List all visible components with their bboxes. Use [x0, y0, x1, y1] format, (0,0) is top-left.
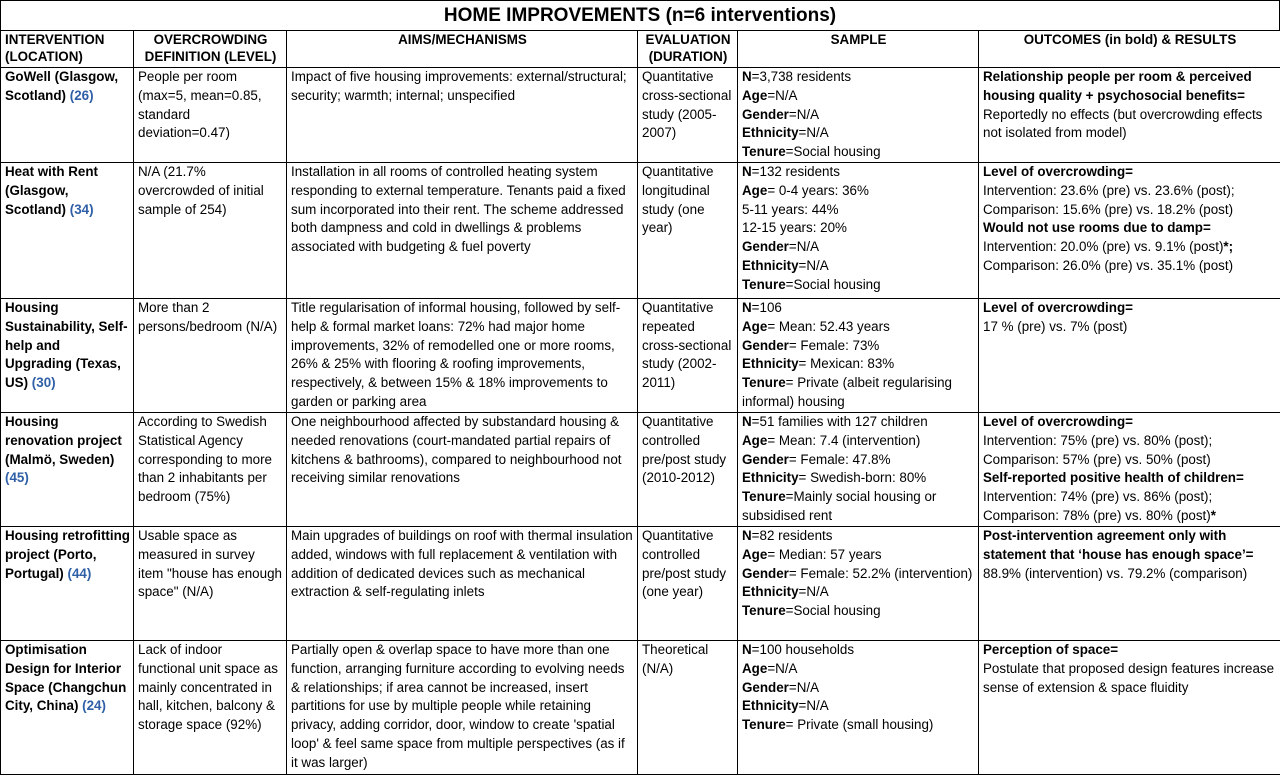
intervention-name: GoWell (Glasgow, Scotland): [5, 69, 118, 103]
evaluation-cell: [638, 162, 738, 298]
sample-line: [742, 527, 975, 546]
aims-text: Partially open & overlap space to have more than one function, arranging furniture according to evolving needs & relationships; if area cannot be increased, insert partitions for use by multiple people while retaining privacy, adding corridor, door, window to create 'spatial loop' & feel same space from multiple perspectives (as if it was larger): [291, 641, 634, 773]
outcome-result: Comparison: 15.6% (pre) vs. 18.2% (post): [983, 202, 1233, 217]
sample-value: = Private (albeit regularising informal) housing: [742, 375, 952, 409]
sample-key: N: [742, 164, 752, 179]
sample-line: [742, 163, 975, 182]
evaluation-text: Quantitative repeated cross-sectional study (2002-2011): [642, 299, 734, 393]
outcome-result: Intervention: 75% (pre) vs. 80% (post);: [983, 433, 1212, 448]
outcomes-cell: [979, 68, 1280, 163]
definition-cell: [134, 526, 287, 640]
outcome-result: Comparison: 78% (pre) vs. 80% (post): [983, 508, 1211, 523]
sample-value: = Female: 73%: [789, 338, 879, 353]
sample-value: =Social housing: [786, 144, 881, 159]
sample-value: = Median: 57 years: [767, 547, 881, 562]
intervention-cell: [1, 68, 134, 163]
definition-text: More than 2 persons/bedroom (N/A): [138, 299, 283, 337]
sample-key: Gender: [742, 566, 789, 581]
aims-text: Main upgrades of buildings on roof with thermal insulation added, windows with full replacement & ventilation with addition of dedicated devices such as mechanical extraction & self-regulating inlets: [291, 527, 634, 602]
sample-line: [742, 583, 975, 602]
sample-key: N: [742, 528, 752, 543]
sample-line: [742, 413, 975, 432]
sample-value: =Social housing: [786, 277, 881, 292]
outcome-line: [983, 201, 1277, 220]
evaluation-text: Quantitative longitudinal study (one year): [642, 163, 734, 238]
sample-line: [742, 432, 975, 451]
table-row: [1, 68, 1280, 163]
sample-value: 5-11 years: 44%: [742, 202, 839, 217]
outcome-line: [983, 413, 1277, 432]
reference-link[interactable]: (24): [82, 698, 106, 713]
reference-link[interactable]: (34): [70, 202, 94, 217]
sample-key: Age: [742, 88, 767, 103]
sample-cell: [738, 298, 979, 412]
outcome-result: Intervention: 74% (pre) vs. 86% (post);: [983, 489, 1212, 504]
sample-value: = Private (small housing): [786, 717, 934, 732]
sample-key: Ethnicity: [742, 470, 799, 485]
definition-text: Lack of indoor functional unit space as mainly concentrated in hall, kitchen, balcony & storage space (92%): [138, 641, 283, 735]
sample-value: = Swedish-born: 80%: [799, 470, 927, 485]
aims-text: Title regularisation of informal housing, followed by self-help & formal market loans: 72% had major home improvements, 32% of remodelled one or more rooms, 26% & 25% with flooring & roofing improvements, respectively, & between 15% & 18% improvements to garden or parking area: [291, 299, 634, 412]
sample-value: =N/A: [767, 661, 797, 676]
sample-line: [742, 68, 975, 87]
intervention-cell: [1, 526, 134, 640]
sample-line: [742, 355, 975, 374]
sample-key: Age: [742, 661, 767, 676]
table-row: [1, 412, 1280, 526]
sample-cell: [738, 526, 979, 640]
table-row: [1, 298, 1280, 412]
sample-line: [742, 697, 975, 716]
reference-link[interactable]: (44): [68, 566, 92, 581]
evaluation-text: Quantitative controlled pre/post study (2010-2012): [642, 413, 734, 488]
definition-text: N/A (21.7% overcrowded of initial sample of 254): [138, 163, 283, 219]
outcome-result: 88.9% (intervention) vs. 79.2% (comparison): [983, 566, 1247, 581]
sample-key: Gender: [742, 239, 789, 254]
reference-link[interactable]: (30): [32, 375, 56, 390]
outcome-line: [983, 219, 1277, 238]
sample-line: [742, 219, 975, 238]
sample-line: [742, 451, 975, 470]
definition-text: Usable space as measured in survey item "house has enough space" (N/A): [138, 527, 283, 602]
outcomes-cell: [979, 412, 1280, 526]
outcome-heading: Perception of space=: [983, 642, 1118, 657]
table-row: [1, 162, 1280, 298]
aims-cell: [287, 298, 638, 412]
sample-cell: [738, 68, 979, 163]
header-aims: AIMS/MECHANISMS: [287, 31, 638, 68]
sample-line: [742, 182, 975, 201]
sample-line: [742, 641, 975, 660]
sample-key: Tenure: [742, 489, 786, 504]
outcome-result: Intervention: 23.6% (pre) vs. 23.6% (post);: [983, 183, 1235, 198]
outcome-result: Postulate that proposed design features increase sense of extension & space fluidity: [983, 661, 1274, 695]
evaluation-cell: [638, 298, 738, 412]
sample-key: N: [742, 642, 752, 657]
outcome-heading: Level of overcrowding=: [983, 300, 1133, 315]
intervention-cell: [1, 162, 134, 298]
definition-text: People per room (max=5, mean=0.85, standard deviation=0.47): [138, 68, 283, 143]
interventions-table: [0, 30, 1280, 775]
sample-key: Ethnicity: [742, 698, 799, 713]
outcome-result: Comparison: 26.0% (pre) vs. 35.1% (post): [983, 258, 1233, 273]
outcome-heading: Self-reported positive health of children=: [983, 470, 1244, 485]
sample-line: [742, 488, 975, 526]
sample-value: 12-15 years: 20%: [742, 220, 847, 235]
sample-line: [742, 143, 975, 162]
sample-line: [742, 124, 975, 143]
sample-key: Ethnicity: [742, 258, 799, 273]
sample-value: =Mainly social housing or subsidised rent: [742, 489, 936, 523]
outcome-heading: Post-intervention agreement only with statement that ‘house has enough space’=: [983, 528, 1253, 562]
intervention-name: Heat with Rent (Glasgow, Scotland): [5, 164, 98, 217]
outcome-line: [983, 318, 1277, 337]
sample-key: N: [742, 300, 752, 315]
outcome-line: [983, 163, 1277, 182]
sample-line: [742, 276, 975, 295]
table-row: [1, 526, 1280, 640]
evaluation-cell: [638, 412, 738, 526]
sample-key: Tenure: [742, 375, 786, 390]
sample-value: = Mean: 52.43 years: [767, 319, 889, 334]
sample-key: Tenure: [742, 717, 786, 732]
header-sample: SAMPLE: [738, 31, 979, 68]
sample-key: Age: [742, 319, 767, 334]
sample-key: Gender: [742, 452, 789, 467]
sample-key: Ethnicity: [742, 584, 799, 599]
outcome-line: [983, 257, 1277, 276]
outcome-line: [983, 527, 1277, 565]
evaluation-cell: [638, 640, 738, 774]
sample-value: = Mexican: 83%: [799, 356, 895, 371]
outcome-heading: Level of overcrowding=: [983, 164, 1133, 179]
outcomes-cell: [979, 640, 1280, 774]
sample-cell: [738, 162, 979, 298]
outcome-result: Intervention: 20.0% (pre) vs. 9.1% (post): [983, 239, 1223, 254]
outcome-line: [983, 238, 1277, 257]
aims-cell: [287, 526, 638, 640]
sample-line: [742, 337, 975, 356]
sample-value: = 0-4 years: 36%: [767, 183, 869, 198]
outcome-heading: Would not use rooms due to damp=: [983, 220, 1211, 235]
evaluation-cell: [638, 526, 738, 640]
table-row: [1, 640, 1280, 774]
sample-line: [742, 716, 975, 735]
outcome-line: [983, 507, 1277, 526]
intervention-cell: [1, 298, 134, 412]
aims-text: Impact of five housing improvements: external/structural; security; warmth; internal; unspecified: [291, 68, 634, 106]
sample-value: = Female: 47.8%: [789, 452, 891, 467]
intervention-name: Housing Sustainability, Self-help and Upgrading (Texas, US): [5, 300, 128, 390]
outcome-result: Reportedly no effects (but overcrowding effects not isolated from model): [983, 107, 1262, 141]
definition-text: According to Swedish Statistical Agency corresponding to more than 2 inhabitants per bedroom (75%): [138, 413, 283, 507]
sample-value: =100 households: [752, 642, 854, 657]
sample-value: =82 residents: [752, 528, 833, 543]
definition-cell: [134, 68, 287, 163]
intervention-cell: [1, 412, 134, 526]
sample-line: [742, 602, 975, 621]
sample-value: = Mean: 7.4 (intervention): [767, 433, 920, 448]
sample-value: =N/A: [799, 698, 829, 713]
outcome-line: [983, 488, 1277, 507]
outcome-heading: Relationship people per room & perceived housing quality + psychosocial benefits=: [983, 69, 1252, 103]
outcome-result: 17 % (pre) vs. 7% (post): [983, 319, 1127, 334]
header-definition: OVERCROWDING DEFINITION (LEVEL): [134, 31, 287, 68]
sample-value: =N/A: [799, 125, 829, 140]
sample-value: =132 residents: [752, 164, 840, 179]
sample-key: Age: [742, 183, 767, 198]
aims-text: Installation in all rooms of controlled heating system responding to external temperature. Tenants paid a fixed sum incorporated into their rent. The scheme addressed both dampness and cold in dwellings & problems associated with budgeting & fuel poverty: [291, 163, 634, 257]
sample-line: [742, 106, 975, 125]
intervention-cell: [1, 640, 134, 774]
sample-value: = Female: 52.2% (intervention): [789, 566, 972, 581]
outcome-line: [983, 432, 1277, 451]
sample-cell: [738, 412, 979, 526]
sample-line: [742, 374, 975, 412]
sample-value: =Social housing: [786, 603, 881, 618]
aims-cell: [287, 68, 638, 163]
sample-value: =N/A: [789, 680, 819, 695]
significance-mark: *;: [1223, 239, 1233, 254]
header-intervention: INTERVENTION (LOCATION): [1, 31, 134, 68]
sample-value: =N/A: [789, 107, 819, 122]
sample-line: [742, 546, 975, 565]
definition-cell: [134, 412, 287, 526]
outcome-result: Comparison: 57% (pre) vs. 50% (post): [983, 452, 1211, 467]
sample-line: [742, 87, 975, 106]
header-evaluation: EVALUATION (DURATION): [638, 31, 738, 68]
outcome-line: [983, 641, 1277, 660]
sample-line: [742, 469, 975, 488]
outcome-line: [983, 106, 1277, 144]
sample-line: [742, 201, 975, 220]
evaluation-cell: [638, 68, 738, 163]
sample-line: [742, 257, 975, 276]
table-title: HOME IMPROVEMENTS (n=6 interventions): [0, 0, 1280, 30]
reference-link[interactable]: (26): [70, 88, 94, 103]
intervention-name: Housing renovation project (Malmö, Sweden): [5, 414, 122, 467]
outcome-line: [983, 469, 1277, 488]
outcomes-cell: [979, 526, 1280, 640]
definition-cell: [134, 162, 287, 298]
evaluation-text: Theoretical (N/A): [642, 641, 734, 679]
sample-line: [742, 565, 975, 584]
header-outcomes: OUTCOMES (in bold) & RESULTS: [979, 31, 1280, 68]
outcome-line: [983, 565, 1277, 584]
outcome-line: [983, 451, 1277, 470]
outcomes-cell: [979, 298, 1280, 412]
sample-key: N: [742, 414, 752, 429]
intervention-name: Housing retrofitting project (Porto, Portugal): [5, 528, 130, 581]
sample-key: Ethnicity: [742, 125, 799, 140]
sample-value: =N/A: [789, 239, 819, 254]
sample-key: Age: [742, 433, 767, 448]
sample-key: N: [742, 69, 752, 84]
sample-value: =51 families with 127 children: [752, 414, 928, 429]
evaluation-text: Quantitative controlled pre/post study (one year): [642, 527, 734, 602]
outcomes-cell: [979, 162, 1280, 298]
aims-cell: [287, 412, 638, 526]
significance-mark: *: [1211, 508, 1216, 523]
aims-cell: [287, 162, 638, 298]
sample-value: =N/A: [767, 88, 797, 103]
outcome-line: [983, 299, 1277, 318]
definition-cell: [134, 640, 287, 774]
intervention-name: Optimisation Design for Interior Space (Changchun City, China): [5, 642, 126, 713]
outcome-line: [983, 182, 1277, 201]
sample-line: [742, 679, 975, 698]
sample-value: =3,738 residents: [752, 69, 851, 84]
sample-value: =N/A: [799, 584, 829, 599]
aims-cell: [287, 640, 638, 774]
definition-cell: [134, 298, 287, 412]
sample-key: Ethnicity: [742, 356, 799, 371]
sample-line: [742, 318, 975, 337]
outcome-heading: Level of overcrowding=: [983, 414, 1133, 429]
sample-key: Gender: [742, 338, 789, 353]
aims-text: One neighbourhood affected by substandard housing & needed renovations (court-mandated partial repairs of kitchens & bathrooms), compared to neighbourhood not receiving similar renovations: [291, 413, 634, 488]
header-row: [1, 31, 1280, 68]
outcome-line: [983, 660, 1277, 698]
sample-key: Gender: [742, 107, 789, 122]
sample-value: =106: [752, 300, 782, 315]
sample-key: Tenure: [742, 277, 786, 292]
sample-cell: [738, 640, 979, 774]
outcome-line: [983, 68, 1277, 106]
sample-line: [742, 238, 975, 257]
sample-line: [742, 660, 975, 679]
sample-key: Tenure: [742, 144, 786, 159]
sample-line: [742, 299, 975, 318]
sample-key: Age: [742, 547, 767, 562]
sample-value: =N/A: [799, 258, 829, 273]
sample-key: Tenure: [742, 603, 786, 618]
reference-link[interactable]: (45): [5, 470, 29, 485]
evaluation-text: Quantitative cross-sectional study (2005-2007): [642, 68, 734, 143]
sample-key: Gender: [742, 680, 789, 695]
